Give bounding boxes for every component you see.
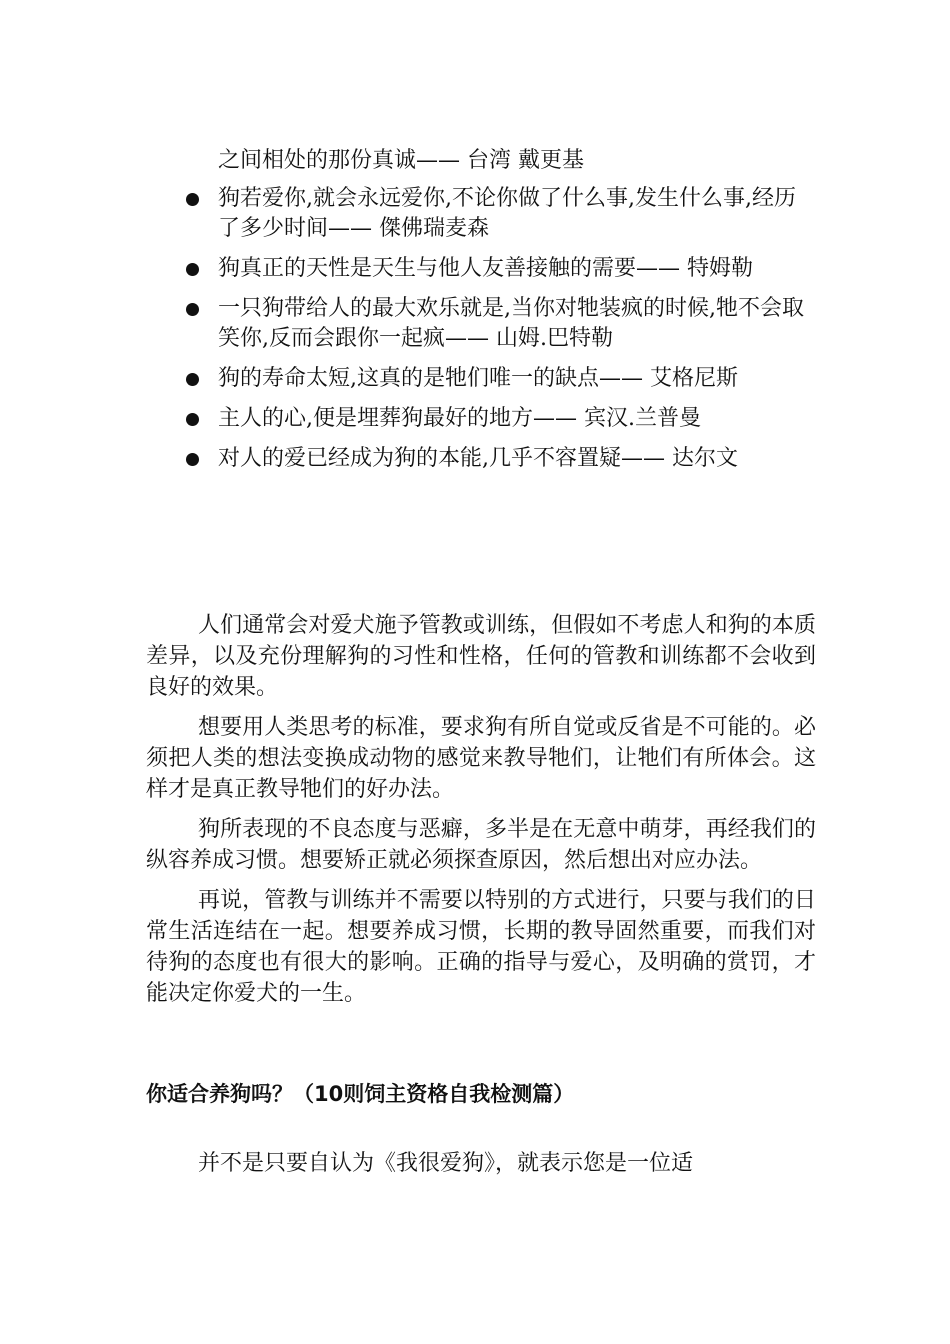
paragraph: 人们通常会对爱犬施予管教或训练，但假如不考虑人和狗的本质差异，以及充份理解狗的习性和性格，任何的管教和训练都不会收到良好的效果。 bbox=[146, 613, 816, 700]
quote-list bbox=[182, 184, 822, 484]
paragraph: 并不是只要自认为《我很爱狗》，就表示您是一位适 bbox=[198, 1151, 694, 1176]
quote-text: 狗真正的天性是天生与他人友善接触的需要—— 特姆勒 bbox=[218, 256, 753, 281]
paragraph: 再说，管教与训练并不需要以特别的方式进行，只要与我们的日常生活连结在一起。想要养成习惯，长期的教导固然重要，而我们对待狗的态度也有很大的影响。正确的指导与爱心，及明确的赏罚，才能决定你爱犬的一生。 bbox=[146, 888, 816, 1006]
quote-item bbox=[182, 294, 822, 354]
quote-text: 对人的爱已经成为狗的本能,几乎不容置疑—— 达尔文 bbox=[218, 446, 738, 471]
quote-item bbox=[182, 254, 822, 284]
paragraph: 想要用人类思考的标准，要求狗有所自觉或反省是不可能的。必须把人类的想法变换成动物的感觉来教导牠们，让牠们有所体会。这样才是真正教导牠们的好办法。 bbox=[146, 715, 816, 802]
quote-continuation: 之间相处的那份真诚—— 台湾 戴更基 bbox=[218, 148, 584, 173]
paragraph: 狗所表现的不良态度与恶癖，多半是在无意中萌芽，再经我们的纵容养成习惯。想要矫正就必须探查原因，然后想出对应办法。 bbox=[146, 817, 816, 873]
quote-text: 狗的寿命太短,这真的是牠们唯一的缺点—— 艾格尼斯 bbox=[218, 366, 738, 391]
bullet-icon bbox=[186, 303, 199, 316]
quote-text: 一只狗带给人的最大欢乐就是,当你对牠装疯的时候,牠不会取笑你,反而会跟你一起疯—— 山姆.巴特勒 bbox=[218, 296, 804, 351]
body-text bbox=[146, 610, 816, 1018]
bullet-icon bbox=[186, 453, 199, 466]
section-heading: 你适合养狗吗？（10则饲主资格自我检测篇） bbox=[146, 1082, 575, 1106]
quote-item bbox=[182, 364, 822, 394]
bullet-icon bbox=[186, 263, 199, 276]
quote-text: 狗若爱你,就会永远爱你,不论你做了什么事,发生什么事,经历了多少时间—— 傑佛瑞麦森 bbox=[218, 186, 796, 241]
bullet-icon bbox=[186, 373, 199, 386]
bullet-icon bbox=[186, 193, 199, 206]
quote-item bbox=[182, 444, 822, 474]
quote-item bbox=[182, 184, 822, 244]
quote-text: 主人的心,便是埋葬狗最好的地方—— 宾汉.兰普曼 bbox=[218, 406, 701, 431]
quote-item bbox=[182, 404, 822, 434]
bullet-icon bbox=[186, 413, 199, 426]
